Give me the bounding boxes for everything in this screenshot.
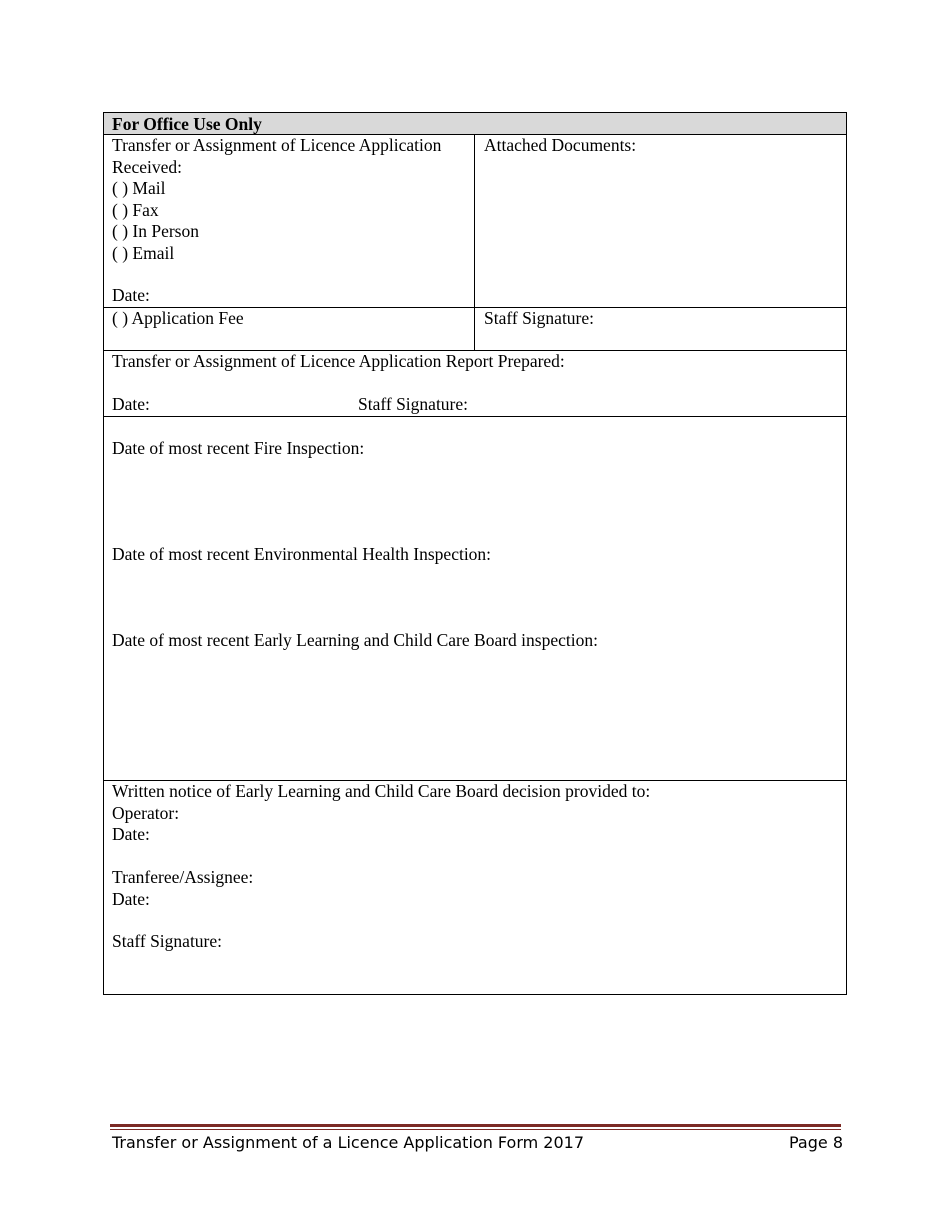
received-option-email[interactable]: ( ) Email	[112, 242, 175, 263]
received-title-line1: Transfer or Assignment of Licence Application	[112, 135, 442, 155]
footer-title: Transfer or Assignment of a Licence Application Form 2017	[112, 1133, 585, 1152]
office-use-form	[103, 112, 847, 995]
received-option-fax[interactable]: ( ) Fax	[112, 199, 159, 220]
notice-staff-signature-label: Staff Signature:	[112, 931, 223, 951]
received-date-label: Date:	[112, 285, 150, 305]
report-date-label: Date:	[112, 394, 150, 414]
board-inspection-label: Date of most recent Early Learning and Child Care Board inspection:	[112, 630, 598, 650]
footer-rule-thin	[110, 1129, 841, 1130]
environmental-inspection-label: Date of most recent Environmental Health Inspection:	[112, 544, 492, 564]
footer-rule	[110, 1124, 841, 1127]
received-option-in-person[interactable]: ( ) In Person	[112, 221, 199, 241]
page-number: Page 8	[789, 1133, 843, 1152]
received-option-mail[interactable]: ( ) Mail	[112, 178, 166, 198]
transferee-label: Tranferee/Assignee:	[112, 867, 254, 887]
attached-documents-label: Attached Documents:	[484, 135, 637, 155]
application-fee-checkbox[interactable]: ( ) Application Fee	[112, 308, 244, 328]
column-divider	[474, 134, 475, 350]
operator-label: Operator:	[112, 802, 180, 823]
transferee-date-label: Date:	[112, 888, 150, 909]
divider	[104, 416, 846, 417]
report-staff-signature-label: Staff Signature:	[358, 394, 469, 414]
received-title-line2: Received:	[112, 156, 182, 177]
report-title: Transfer or Assignment of Licence Application Report Prepared:	[112, 351, 565, 371]
office-use-header-label: For Office Use Only	[112, 114, 262, 134]
operator-date-label: Date:	[112, 824, 150, 844]
notice-title: Written notice of Early Learning and Child Care Board decision provided to:	[112, 781, 651, 801]
staff-signature-label: Staff Signature:	[484, 308, 595, 328]
fire-inspection-label: Date of most recent Fire Inspection:	[112, 438, 365, 458]
